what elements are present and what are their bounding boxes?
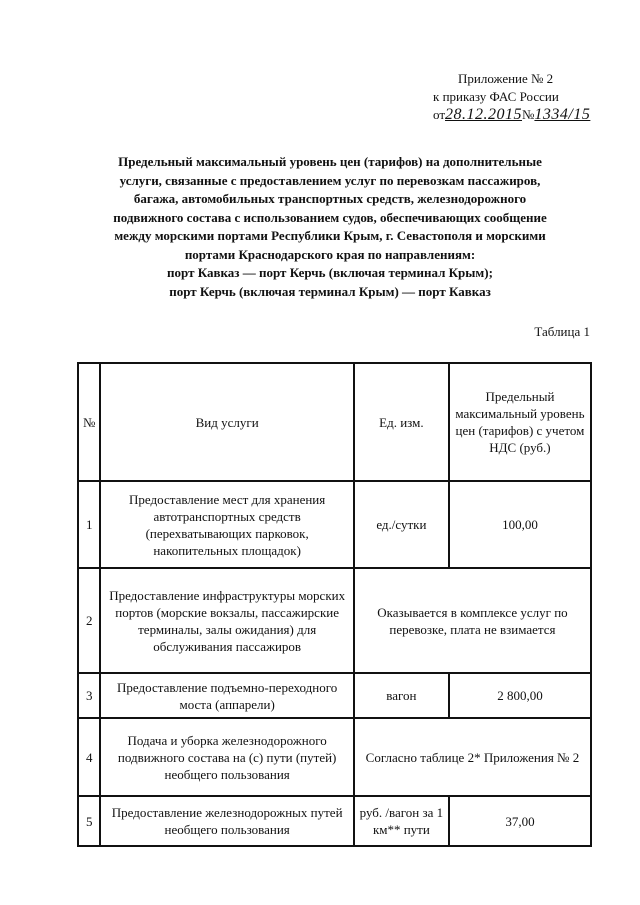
title-line: портами Краснодарского края по направлениям: — [184, 246, 476, 262]
row-price: 2 800,00 — [449, 673, 591, 718]
row-price: 37,00 — [449, 796, 591, 846]
header-service: Вид услуги — [100, 363, 353, 481]
date-prefix: от — [433, 107, 446, 122]
row-service: Предоставление железнодорожных путей необщего пользования — [100, 796, 353, 846]
title-line: порт Кавказ — порт Керчь (включая терминал Крым); — [167, 265, 493, 280]
handwritten-date: 28.12.2015 — [445, 106, 523, 123]
appendix-title: Приложение № 2 — [458, 71, 554, 86]
header-price: Предельный максимальный уровень цен (тарифов) с учетом НДС (руб.) — [449, 363, 591, 481]
row-unit: ед./сутки — [354, 481, 449, 568]
handwritten-order-number: 1334/15 — [534, 106, 591, 123]
title-line: услуги, связанные с предоставлением услуг по перевозкам пассажиров, — [119, 172, 541, 188]
appendix-date-number — [420, 106, 620, 128]
title-line: между морскими портами Республики Крым, г. Севастополя и морскими — [114, 228, 546, 243]
row-num: 4 — [78, 718, 100, 796]
document-title — [70, 153, 590, 301]
row-unit: руб. /вагон за 1 км** пути — [354, 796, 449, 846]
title-line: порт Керчь (включая терминал Крым) — порт Кавказ — [169, 283, 491, 299]
row-num: 1 — [78, 481, 100, 568]
table-caption: Таблица 1 — [534, 324, 590, 339]
number-sign: № — [522, 107, 535, 122]
row-service: Предоставление мест для хранения автотранспортных средств (перехватывающих парковок, накопительных площадок) — [100, 481, 353, 568]
row-num: 5 — [78, 796, 100, 846]
row-merged-note: Согласно таблице 2* Приложения № 2 — [354, 718, 591, 796]
row-service: Предоставление инфраструктуры морских портов (морские вокзалы, пассажирские терминалы, залы ожидания) для обслуживания пассажиров — [100, 568, 353, 673]
row-price: 100,00 — [449, 481, 591, 568]
table-row — [78, 481, 591, 568]
tariff-table — [77, 362, 592, 847]
row-num: 2 — [78, 568, 100, 673]
row-num: 3 — [78, 673, 100, 718]
table-row — [78, 796, 591, 846]
table-header-row — [78, 363, 591, 481]
row-merged-note: Оказывается в комплексе услуг по перевозке, плата не взимается — [354, 568, 591, 673]
appendix-order-ref: к приказу ФАС России — [433, 89, 559, 104]
title-line: Предельный максимальный уровень цен (тарифов) на дополнительные — [118, 154, 542, 169]
row-service: Подача и уборка железнодорожного подвижного состава на (с) пути (путей) необщего пользования — [100, 718, 353, 796]
appendix-header — [420, 70, 620, 128]
table-row — [78, 568, 591, 673]
header-num: № — [78, 363, 100, 481]
table-row — [78, 718, 591, 796]
title-line: подвижного состава с использованием судов, обеспечивающих сообщение — [113, 209, 547, 225]
table-row — [78, 673, 591, 718]
row-service: Предоставление подъемно-переходного моста (аппарели) — [100, 673, 353, 718]
header-unit: Ед. изм. — [354, 363, 449, 481]
title-line: багажа, автомобильных транспортных средств, железнодорожного — [133, 191, 527, 206]
row-unit: вагон — [354, 673, 449, 718]
